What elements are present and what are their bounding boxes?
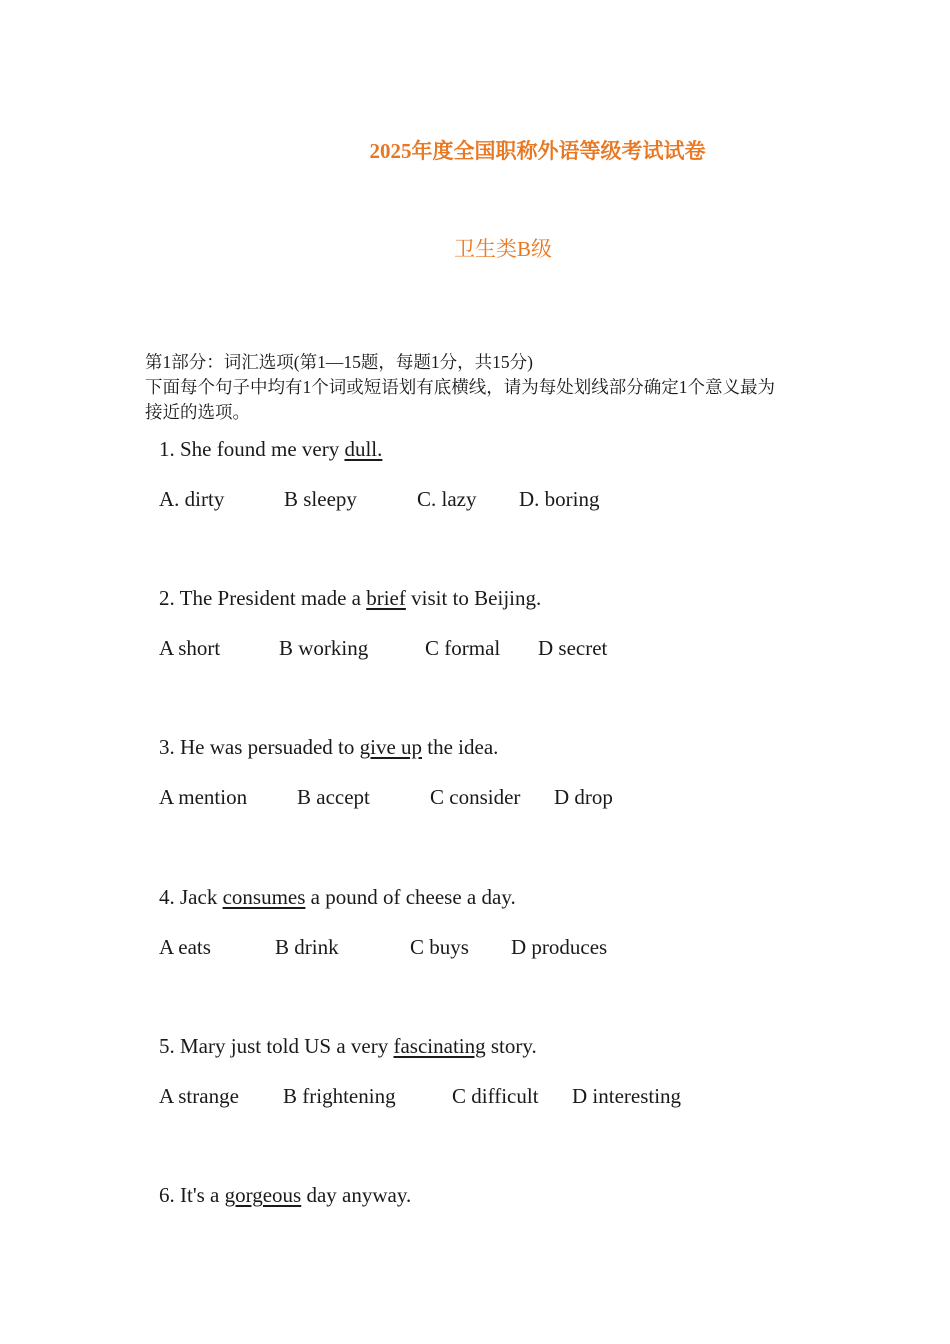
instruction-line-2: 接近的选项。 <box>145 402 250 422</box>
underlined-term: give up <box>359 735 423 759</box>
question-text: 3. He was persuaded to <box>159 735 360 759</box>
exam-subtitle: 卫生类B级 <box>453 237 552 261</box>
question-3-option-c: C consider <box>430 785 521 809</box>
question-1-option-c: C. lazy <box>417 487 477 511</box>
question-3-option-b: B accept <box>297 785 370 809</box>
question-4-option-b: B drink <box>275 935 339 959</box>
question-text: a pound of cheese a day. <box>305 885 516 909</box>
question-4-option-a: A eats <box>159 935 211 959</box>
question-5-option-b: B frightening <box>283 1084 396 1108</box>
question-4-stem <box>159 883 516 911</box>
underlined-term: gorgeous <box>224 1183 302 1207</box>
question-text: 5. Mary just told US a very <box>159 1034 394 1058</box>
question-6-stem <box>159 1181 411 1209</box>
question-5-stem <box>159 1032 537 1060</box>
exam-title: 2025年度全国职称外语等级考试试卷 <box>369 139 706 163</box>
underlined-term: brief <box>366 586 406 610</box>
underlined-term: fascinating <box>393 1034 486 1058</box>
question-1-option-a: A. dirty <box>159 487 225 511</box>
question-text: visit to Beijing. <box>405 586 542 610</box>
question-text: story. <box>485 1034 537 1058</box>
question-text: day anyway. <box>301 1183 412 1207</box>
question-4-option-d: D produces <box>511 935 608 959</box>
underlined-term: consumes <box>222 885 306 909</box>
question-4-option-c: C buys <box>410 935 469 959</box>
question-text: 1. She found me very <box>159 437 345 461</box>
question-2-option-b: B working <box>279 636 369 660</box>
section-instructions <box>145 350 875 425</box>
question-5-option-a: A strange <box>159 1084 239 1108</box>
question-2-option-d: D secret <box>538 636 608 660</box>
question-text: 2. The President made a <box>159 586 367 610</box>
question-5-option-c: C difficult <box>452 1084 539 1108</box>
question-1-stem <box>159 435 382 463</box>
section-heading: 第1部分：词汇选项(第1—15题，每题1分，共15分) <box>145 352 533 372</box>
underlined-term: dull. <box>344 437 383 461</box>
instruction-line-1: 下面每个句子中均有1个词或短语划有底横线，请为每处划线部分确定1个意义最为 <box>145 377 775 397</box>
question-1-option-d: D. boring <box>519 487 600 511</box>
question-2-option-c: C formal <box>425 636 501 660</box>
question-2-option-a: A short <box>159 636 221 660</box>
question-3-option-a: A mention <box>159 785 248 809</box>
question-3-stem <box>159 733 498 761</box>
question-text: the idea. <box>422 735 499 759</box>
question-2-stem <box>159 584 541 612</box>
question-5-option-d: D interesting <box>572 1084 682 1108</box>
question-text: 6. It's a <box>159 1183 225 1207</box>
question-1-option-b: B sleepy <box>284 487 357 511</box>
question-3-option-d: D drop <box>554 785 613 809</box>
question-text: 4. Jack <box>159 885 223 909</box>
